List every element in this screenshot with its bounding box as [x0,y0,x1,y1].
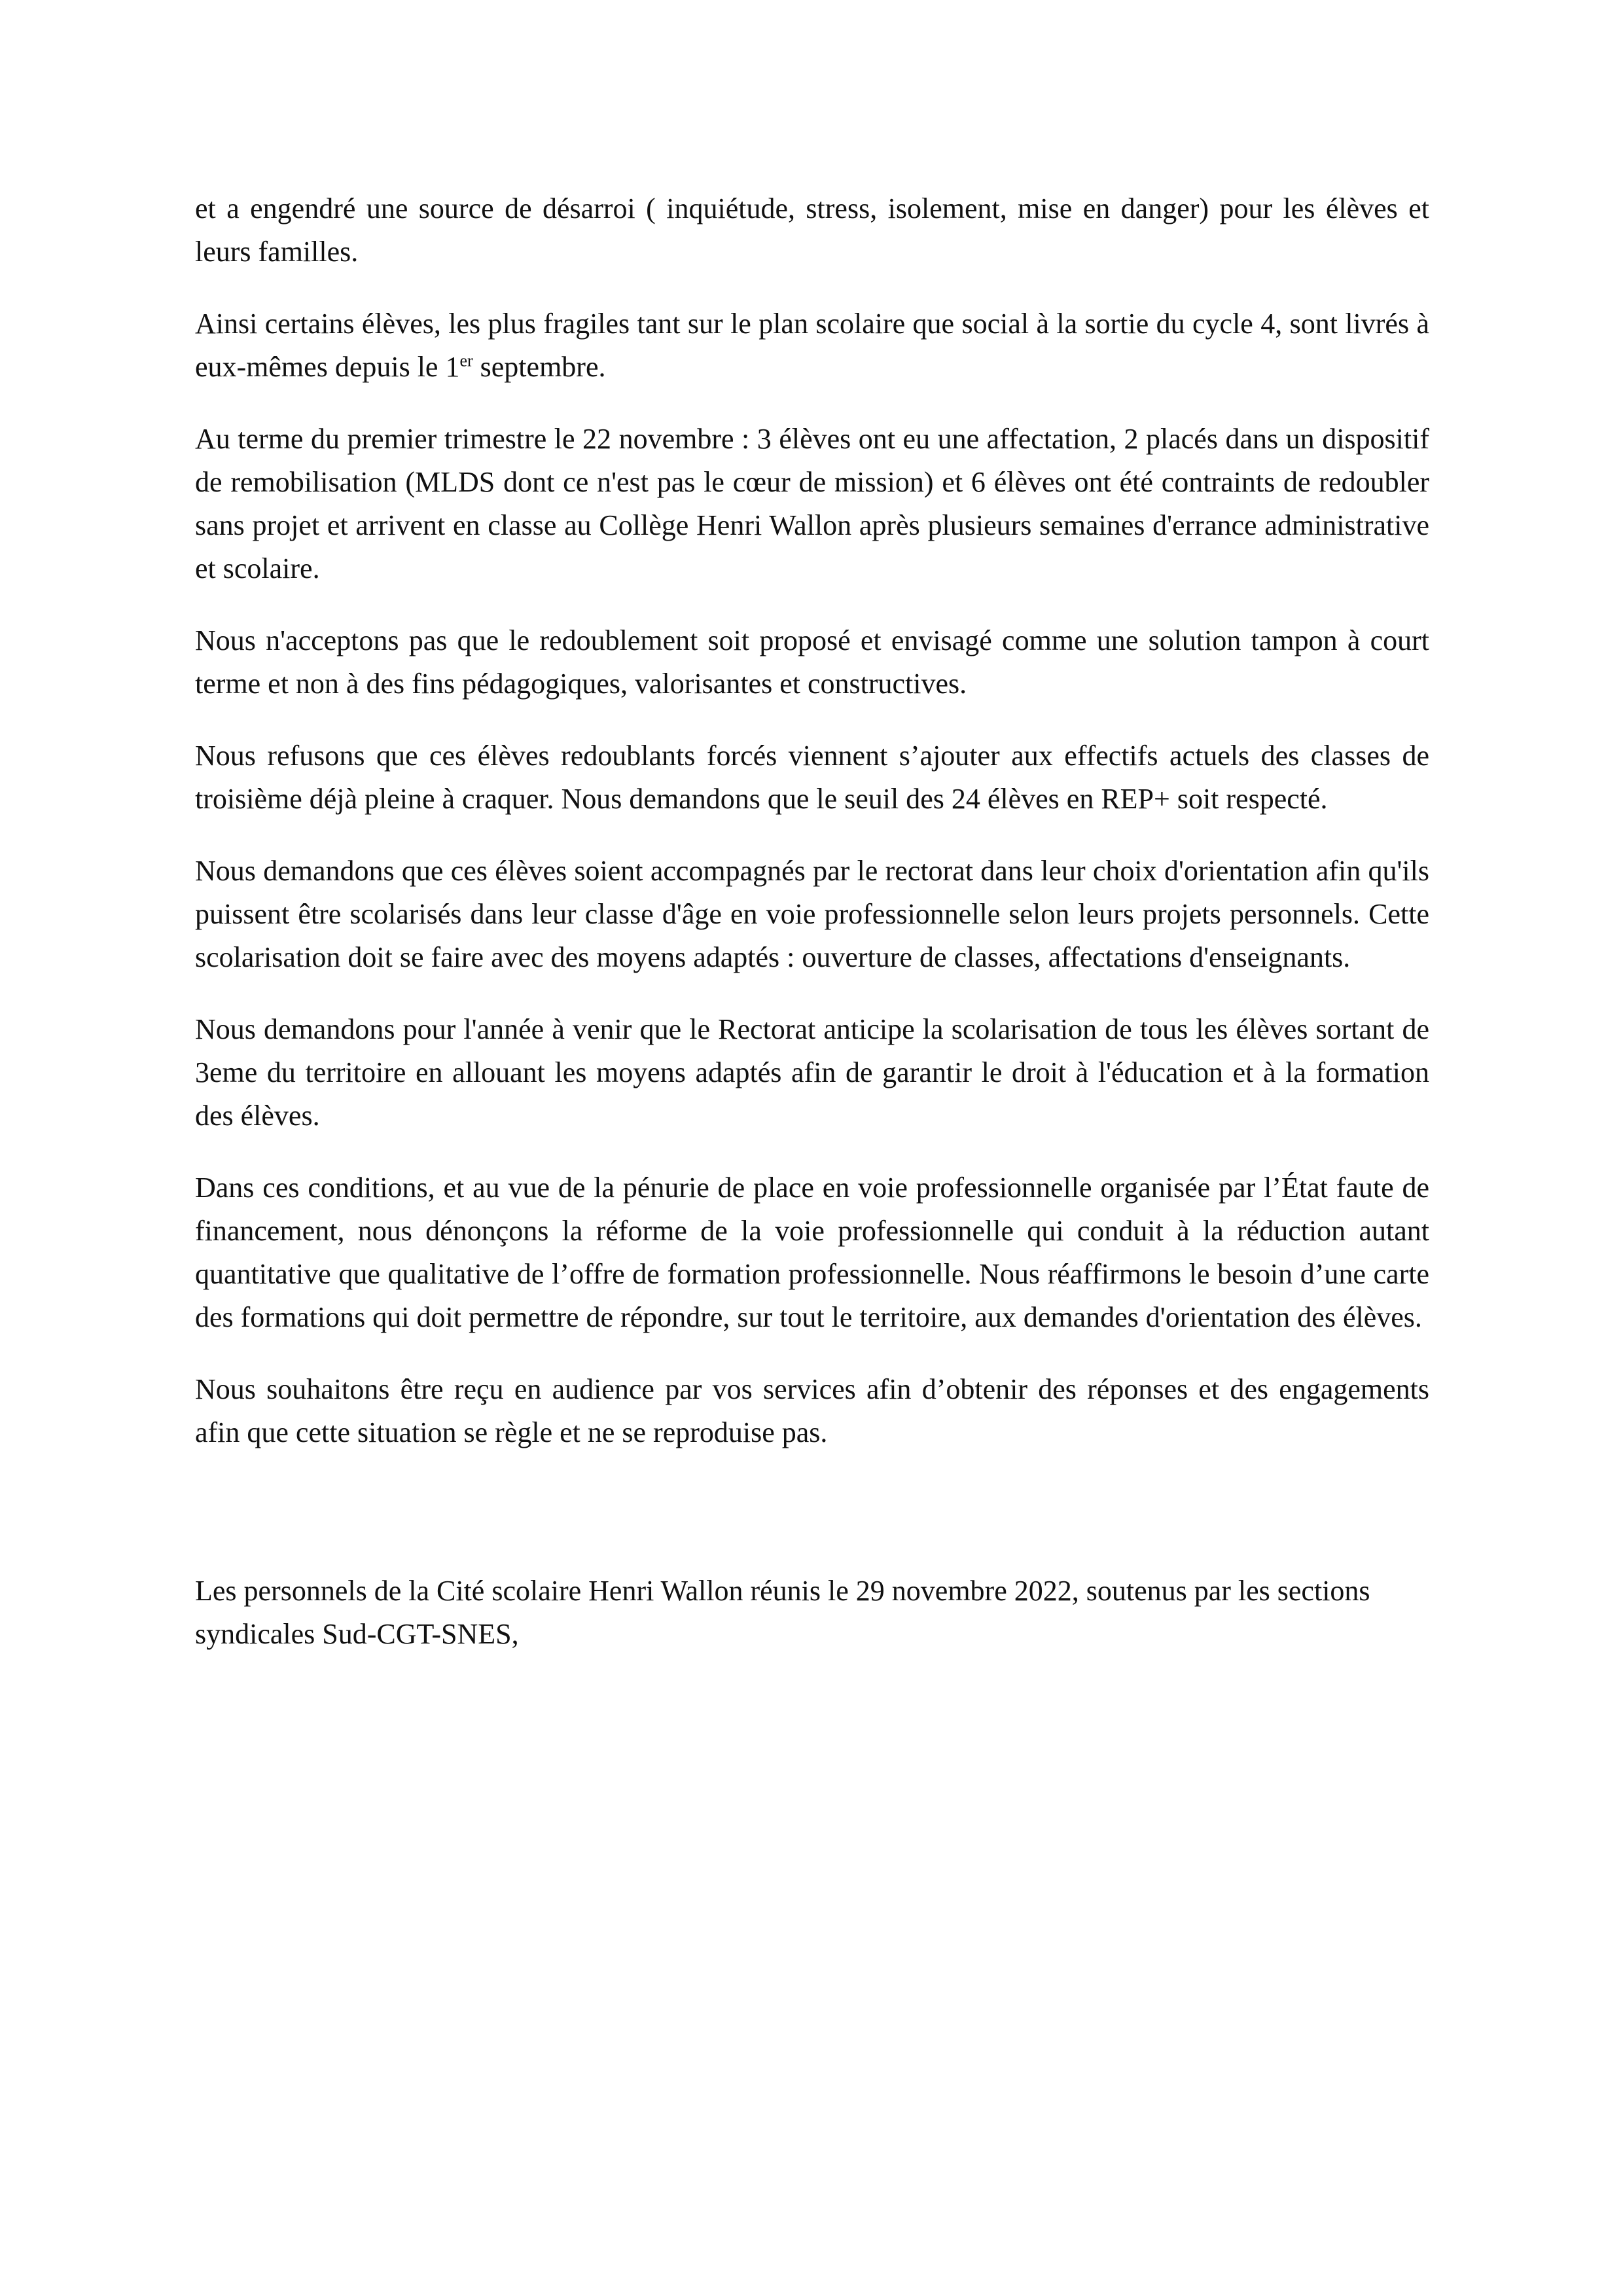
paragraph-redoublants-forces: Nous refusons que ces élèves redoublants forcés viennent s’ajouter aux effectifs actuels des classes de troisième déjà pleine à craquer. Nous demandons que le seuil des 24 élèves en REP+ soit respecté. [195,740,1429,815]
paragraph-audience: Nous souhaitons être reçu en audience par vos services afin d’obtenir des réponses et des engagements afin que cette situation se règle et ne se reproduise pas. [195,1373,1429,1448]
paragraph-eleves-fragiles-end: septembre. [473,351,606,383]
paragraph-eleves-fragiles-text: Ainsi certains élèves, les plus fragiles tant sur le plan scolaire que social à la sortie du cycle 4, sont livrés à eux-mêmes depuis le 1 [195,308,1429,383]
paragraph-eleves-fragiles [195,302,1429,389]
paragraph-reforme-voie-pro: Dans ces conditions, et au vue de la pénurie de place en voie professionnelle organisée par l’État faute de financement, nous dénonçons la réforme de la voie professionnelle qui conduit à la réduction autant quantitative que qualitative de l’offre de formation professionnelle. Nous réaffirmons le besoin d’une carte des formations qui doit permettre de répondre, sur tout le territoire, aux demandes d'orientation des élèves. [195,1172,1429,1333]
paragraph-premier-trimestre: Au terme du premier trimestre le 22 novembre : 3 élèves ont eu une affectation, 2 placés dans un dispositif de remobilisation (MLDS dont ce n'est pas le cœur de mission) et 6 élèves ont été contraints de redoubler sans projet et arrivent en classe au Collège Henri Wallon après plusieurs semaines d'errance administrative et scolaire. [195,423,1429,584]
ordinal-superscript: er [459,351,473,370]
document-body [195,187,1429,1685]
signature-block: Les personnels de la Cité scolaire Henri Wallon réunis le 29 novembre 2022, soutenus par les sections syndicales Sud-CGT-SNES, [195,1575,1370,1650]
paragraph-desarroi: et a engendré une source de désarroi ( inquiétude, stress, isolement, mise en danger) pour les élèves et leurs familles. [195,192,1429,268]
paragraph-annee-a-venir: Nous demandons pour l'année à venir que le Rectorat anticipe la scolarisation de tous les élèves sortant de 3eme du territoire en allouant les moyens adaptés afin de garantir le droit à l'éducation et à la formation des élèves. [195,1013,1429,1132]
paragraph-accompagnement-rectorat: Nous demandons que ces élèves soient accompagnés par le rectorat dans leur choix d'orientation afin qu'ils puissent être scolarisés dans leur classe d'âge en voie professionnelle selon leurs projets personnels. Cette scolarisation doit se faire avec des moyens adaptés : ouverture de classes, affectations d'enseignants. [195,855,1429,973]
paragraph-redoublement: Nous n'acceptons pas que le redoublement soit proposé et envisagé comme une solution tampon à court terme et non à des fins pédagogiques, valorisantes et constructives. [195,624,1429,700]
